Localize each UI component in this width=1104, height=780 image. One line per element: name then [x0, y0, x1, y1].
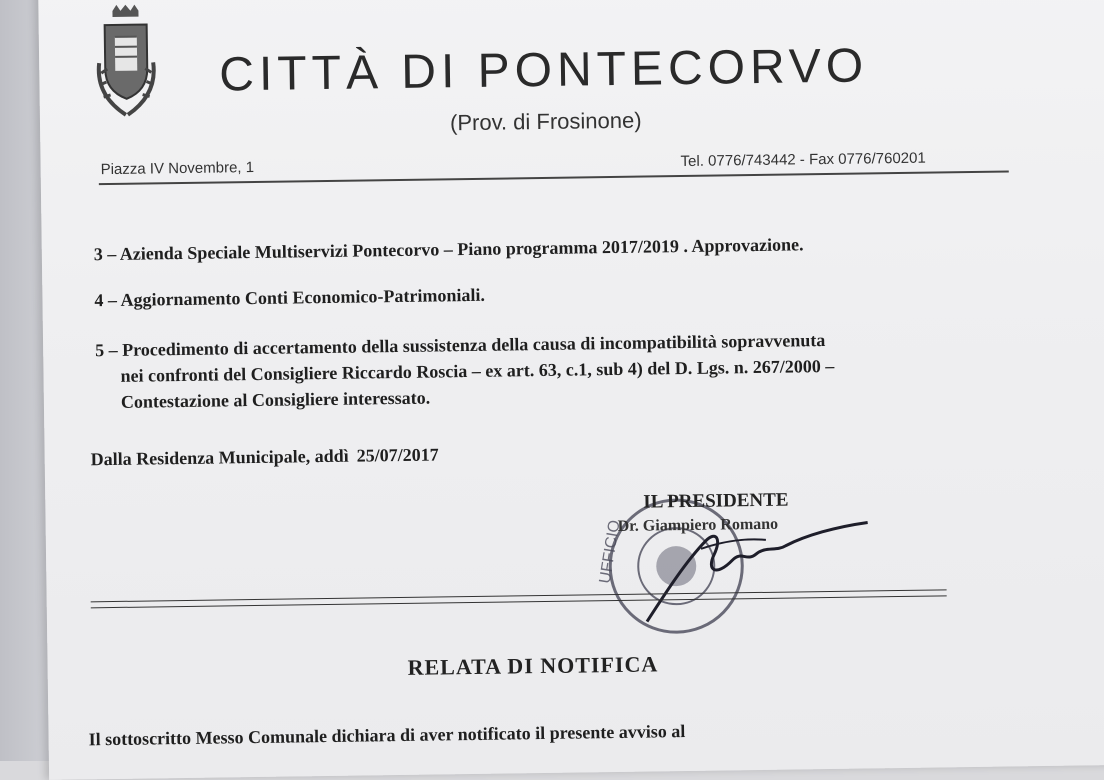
place-date-line: [91, 444, 439, 470]
city-title: CITTÀ DI PONTECORVO: [218, 39, 869, 102]
address-line: Piazza IV Novembre, 1: [100, 159, 255, 179]
agenda-item-text: Azienda Speciale Multiservizi Pontecorvo – Piano programma 2017/2019 . Approvazione.: [119, 234, 804, 264]
province-subtitle: (Prov. di Frosinone): [449, 107, 642, 136]
coat-of-arms-icon: [90, 2, 162, 123]
agenda-item: 4 – Aggiornamento Conti Economico-Patrimoniali.: [94, 284, 486, 311]
agenda-item-number: 4: [94, 290, 104, 311]
notice-body-line: [88, 716, 1038, 750]
place-label: Dalla Residenza Municipale, addì: [90, 445, 349, 470]
document-page: [38, 0, 1104, 780]
agenda-item-text: Procedimento di accertamento della sussistenza della causa di incompatibilità sopravvenuta: [122, 330, 826, 360]
handwritten-signature-icon: [605, 508, 887, 632]
president-title: IL PRESIDENTE: [643, 489, 789, 513]
agenda-item-number: 5: [95, 340, 105, 361]
stamp-text: UFFICIO: [596, 518, 624, 585]
contact-line: Tel. 0776/743442 - Fax 0776/760201: [680, 149, 926, 171]
notice-title: RELATA DI NOTIFICA: [407, 651, 659, 680]
president-name: Dr. Giampiero Romano: [617, 515, 779, 535]
agenda-item-text: Aggiornamento Conti Economico-Patrimoniali.: [120, 284, 486, 310]
agenda-item-text: nei confronti del Consigliere Riccardo Roscia – ex art. 63, c.1, sub 4) del D. Lgs. n. 267/2000 –: [120, 355, 835, 386]
agenda-item: 5 – Procedimento di accertamento della sussistenza della causa di incompatibilità sopravvenuta nei confronti del Consigliere Riccardo Roscia – ex art. 63, c.1, sub 4) del D. Lgs. n. 267/2000 – Contestazione al Consigliere interessato.: [95, 324, 1016, 415]
notice-text: Il sottoscritto Messo Comunale dichiara di aver notificato il presente avviso al: [88, 721, 686, 750]
agenda-item-number: 3: [93, 244, 103, 265]
agenda-item: 3 – Azienda Speciale Multiservizi Pontecorvo – Piano programma 2017/2019 . Approvazione.: [93, 234, 804, 265]
agenda-item-text: Contestazione al Consigliere interessato.: [120, 387, 431, 412]
document-date: 25/07/2017: [356, 444, 439, 466]
